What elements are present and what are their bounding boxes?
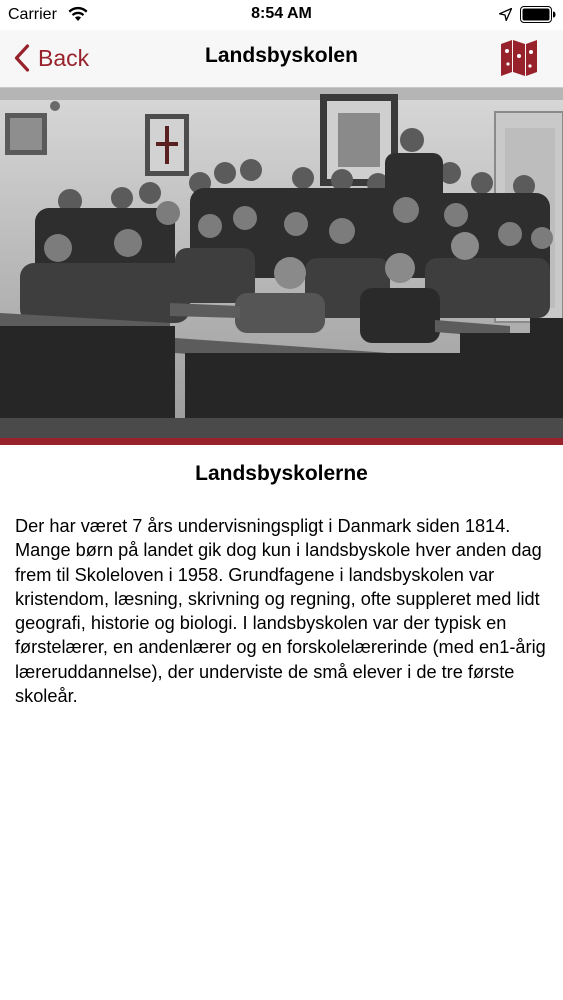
class-photo-image[interactable] bbox=[0, 88, 563, 438]
carrier-label: Carrier bbox=[8, 6, 57, 23]
page-title: Landsbyskolen bbox=[205, 44, 358, 67]
map-icon[interactable] bbox=[500, 40, 538, 76]
section-body: Der har været 7 års undervisningspligt i Danmark siden 1814. Mange børn på landet gik dog kun i landsbyskole hver anden dag frem til Skoleloven i 1958. Grundfagene i landsbyskolen var kristendom, læsning, skrivning og regning, ofte suppleret med lidt geografi, historie og biologi. I landsbyskolen var der typisk en førstelærer, en andenlærer og en forskolelærerinde (med en1-årig læreruddannelse), der underviste de små elever i de tre første skoleår. bbox=[15, 516, 546, 707]
location-arrow-icon bbox=[499, 8, 512, 21]
clock: 8:54 AM bbox=[251, 5, 312, 22]
battery-icon bbox=[520, 6, 556, 23]
status-bar bbox=[0, 0, 563, 30]
class-photo-drawing bbox=[0, 88, 563, 438]
section-heading: Landsbyskolerne bbox=[195, 462, 368, 485]
accent-divider bbox=[0, 438, 563, 445]
navigation-bar bbox=[0, 30, 563, 88]
back-label: Back bbox=[38, 44, 90, 71]
